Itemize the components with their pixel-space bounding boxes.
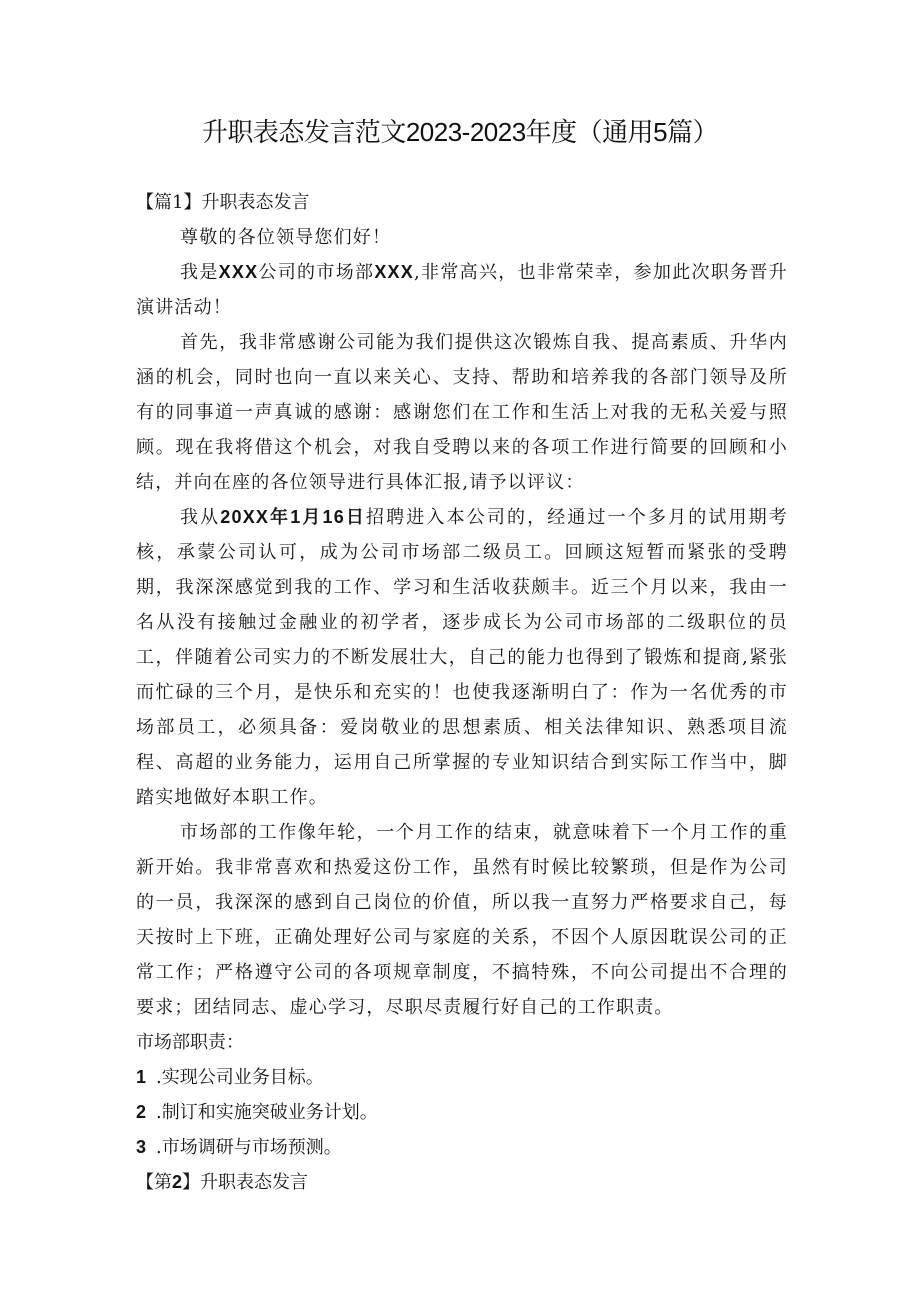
list-item-text: .制订和实施突破业务计划。 [156, 1102, 378, 1123]
intro-text-mid: 公司的市场部 [258, 262, 375, 283]
greeting-paragraph: 尊敬的各位领导您们好！ [180, 227, 392, 248]
join-date: 20XX年1月16日 [220, 507, 366, 527]
join-paragraph [136, 500, 788, 815]
section-2-heading-pre: 【第 [136, 1172, 172, 1193]
list-item [136, 1060, 788, 1095]
join-text-pre: 我从 [180, 507, 221, 528]
list-item-number: 2 [136, 1102, 147, 1122]
list-item-text: .市场调研与市场预测。 [156, 1137, 342, 1158]
document-title: 升职表态发言范文2023-2023年度（通用5篇） [201, 117, 719, 147]
list-item-number: 3 [136, 1137, 147, 1157]
list-item-number: 1 [136, 1067, 147, 1087]
duties-label: 市场部职责： [136, 1032, 244, 1053]
intro-text-pre: 我是 [180, 262, 219, 283]
list-item-text: .实现公司业务目标。 [156, 1067, 324, 1088]
list-item [136, 1130, 788, 1165]
speaker-name: XXX [374, 262, 414, 282]
list-item [136, 1095, 788, 1130]
company-name: XXX [218, 262, 259, 282]
section-2-heading [136, 1165, 788, 1200]
document-body [136, 185, 788, 1200]
work-paragraph: 市场部的工作像年轮，一个月工作的结束，就意味着下一个月工作的重新开始。我非常喜欢和热爱这份工作，虽然有时候比较繁琐，但是作为公司的一员，我深深的感到自己岗位的价值，所以我一直努力严格要求自己，每天按时上下班，正确处理好公司与家庭的关系，不因个人原因耽误公司的正常工作；严格遵守公司的各项规章制度，不搞特殊，不向公司提出不合理的要求；团结同志、虚心学习，尽职尽责履行好自己的工作职责。 [136, 822, 788, 1018]
join-text-post: 招聘进入本公司的，经通过一个多月的试用期考核，承蒙公司认可，成为公司市场部二级员工。回顾这短暂而紧张的受聘期，我深深感觉到我的工作、学习和生活收获颇丰。近三个月以来，我由一名从没有接触过金融业的初学者，逐步成长为公司市场部的二级职位的员工，伴随着公司实力的不断发展壮大，自己的能力也得到了锻炼和提商,紧张而忙碌的三个月，是快乐和充实的！也使我逐渐明白了：作为一名优秀的市场部员工，必须具备：爱岗敬业的思想素质、相关法律知识、熟悉项目流程、高超的业务能力，运用自己所掌握的专业知识结合到实际工作当中，脚踏实地做好本职工作。 [136, 507, 788, 808]
thanks-paragraph: 首先，我非常感谢公司能为我们提供这次锻炼自我、提高素质、升华内涵的机会，同时也向一直以来关心、支持、帮助和培养我的各部门领导及所有的同事道一声真诚的感谢：感谢您们在工作和生活上对我的无私关爱与照顾。现在我将借这个机会，对我自受聘以来的各项工作进行简要的回顾和小结，并向在座的各位领导进行具体汇报,请予以评议： [136, 332, 788, 493]
section-2-number: 2 [172, 1172, 183, 1192]
section-2-heading-post: 】升职表态发言 [182, 1172, 309, 1193]
intro-text-post: ,非常高兴，也非常荣幸，参加此次职务晋升演讲活动！ [136, 262, 788, 318]
intro-paragraph [136, 255, 788, 325]
section-1-heading: 【篇1】升职表态发言 [136, 192, 310, 213]
